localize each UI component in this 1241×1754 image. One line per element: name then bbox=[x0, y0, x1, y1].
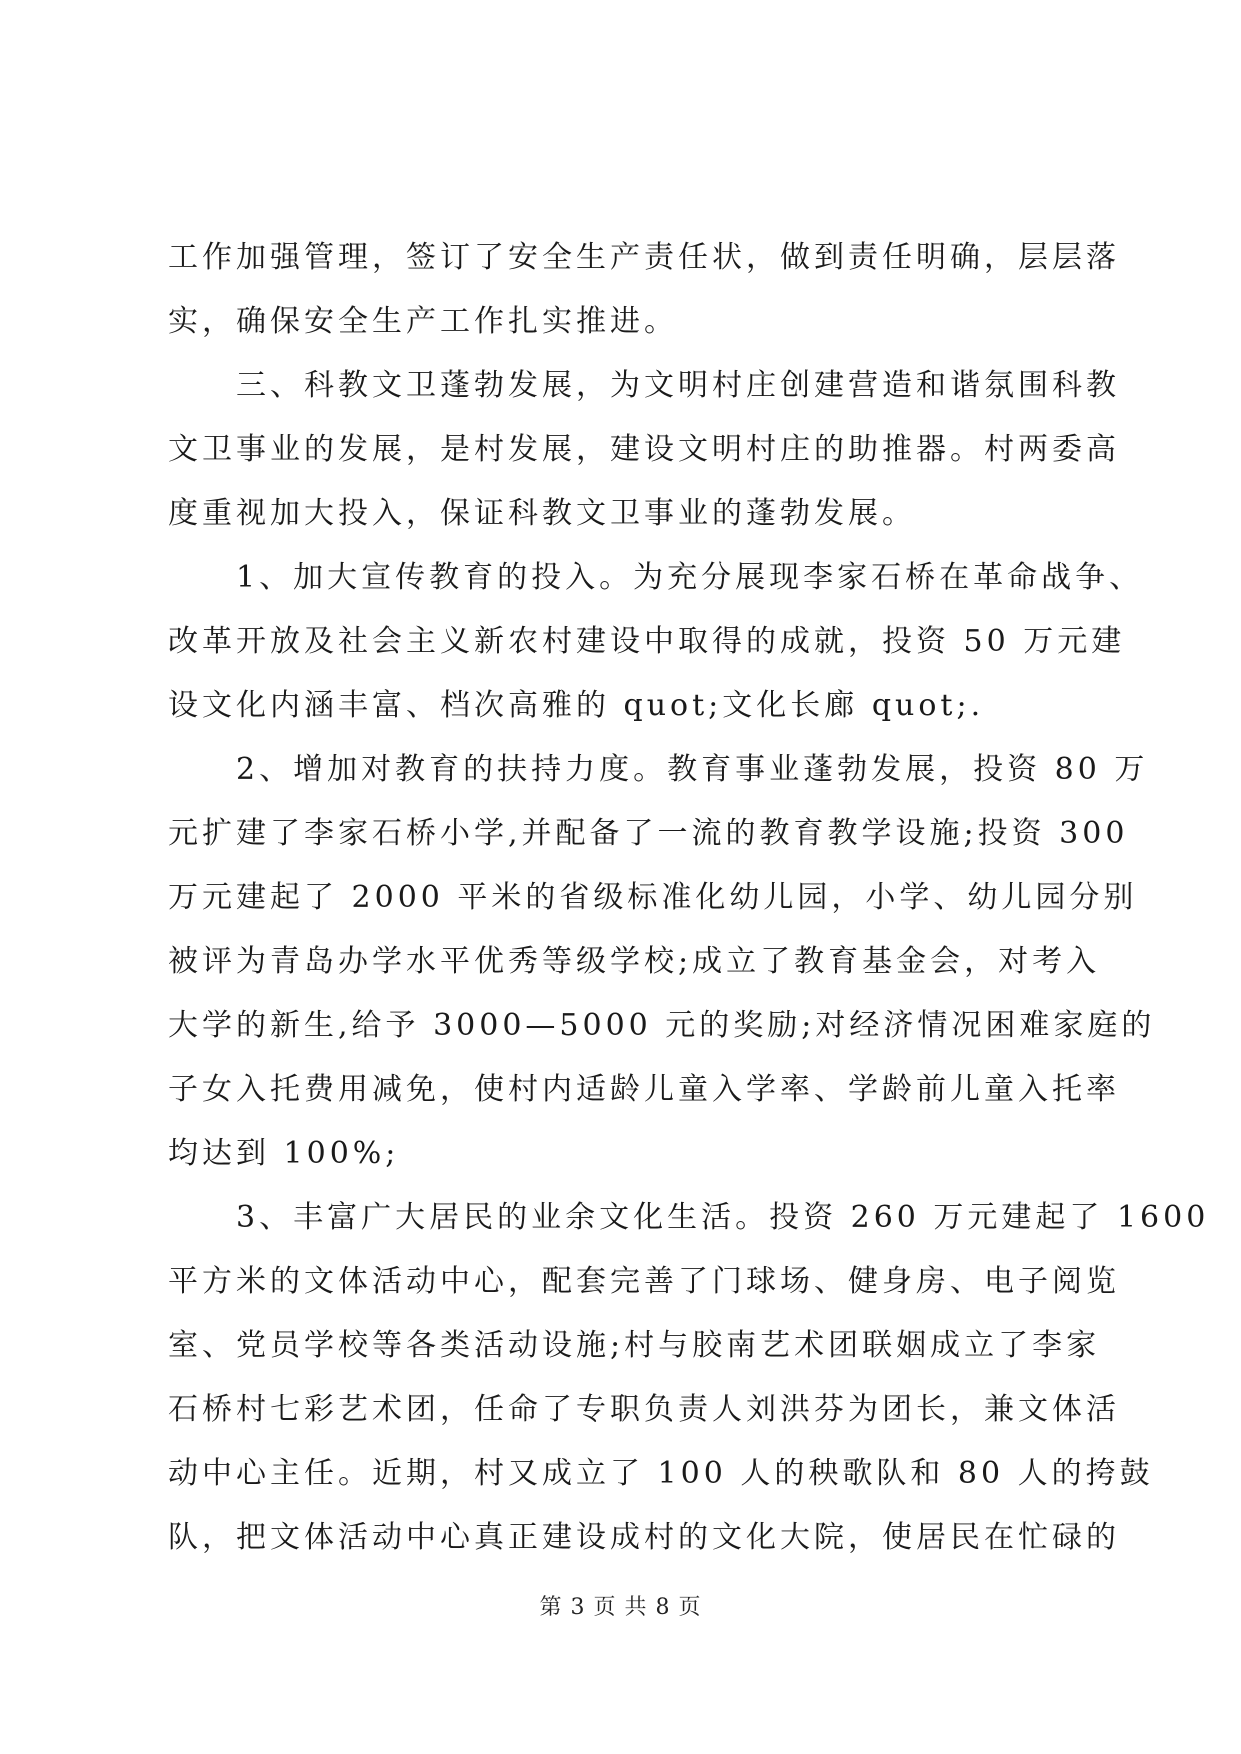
text-line: 队，把文体活动中心真正建设成村的文化大院，使居民在忙碌的 bbox=[168, 1520, 1120, 1555]
text-line: 改革开放及社会主义新农村建设中取得的成就，投资 50 万元建 bbox=[168, 624, 1126, 659]
text-line: 3、丰富广大居民的业余文化生活。投资 260 万元建起了 1600 bbox=[168, 1200, 1210, 1235]
text-line: 度重视加大投入，保证科教文卫事业的蓬勃发展。 bbox=[168, 496, 916, 531]
text-line: 室、党员学校等各类活动设施;村与胶南艺术团联姻成立了李家 bbox=[168, 1328, 1101, 1363]
text-line: 子女入托费用减免，使村内适龄儿童入学率、学龄前儿童入托率 bbox=[168, 1072, 1120, 1107]
page-number-footer: 第 3 页 共 8 页 bbox=[539, 1595, 702, 1620]
text-line: 实，确保安全生产工作扎实推进。 bbox=[168, 304, 678, 339]
text-line: 平方米的文体活动中心，配套完善了门球场、健身房、电子阅览 bbox=[168, 1264, 1120, 1299]
text-line: 文卫事业的发展，是村发展，建设文明村庄的助推器。村两委高 bbox=[168, 432, 1120, 467]
text-line: 均达到 100%; bbox=[168, 1136, 400, 1171]
text-line: 动中心主任。近期，村又成立了 100 人的秧歌队和 80 人的挎鼓 bbox=[168, 1456, 1154, 1491]
text-line: 被评为青岛办学水平优秀等级学校;成立了教育基金会，对考入 bbox=[168, 944, 1101, 979]
text-line: 三、科教文卫蓬勃发展，为文明村庄创建营造和谐氛围科教 bbox=[168, 368, 1120, 403]
text-line: 1、加大宣传教育的投入。为充分展现李家石桥在革命战争、 bbox=[168, 560, 1144, 595]
text-line: 工作加强管理，签订了安全生产责任状，做到责任明确，层层落 bbox=[168, 240, 1120, 275]
text-line: 石桥村七彩艺术团，任命了专职负责人刘洪芬为团长，兼文体活 bbox=[168, 1392, 1120, 1427]
document-body bbox=[168, 226, 1210, 1570]
text-line: 设文化内涵丰富、档次高雅的 quot;文化长廊 quot;. bbox=[168, 688, 985, 723]
text-line: 2、增加对教育的扶持力度。教育事业蓬勃发展，投资 80 万 bbox=[168, 752, 1149, 787]
text-line: 万元建起了 2000 平米的省级标准化幼儿园，小学、幼儿园分别 bbox=[168, 880, 1138, 915]
text-line: 大学的新生,给予 3000—5000 元的奖励;对经济情况困难家庭的 bbox=[168, 1008, 1156, 1043]
text-line: 元扩建了李家石桥小学,并配备了一流的教育教学设施;投资 300 bbox=[168, 816, 1129, 851]
